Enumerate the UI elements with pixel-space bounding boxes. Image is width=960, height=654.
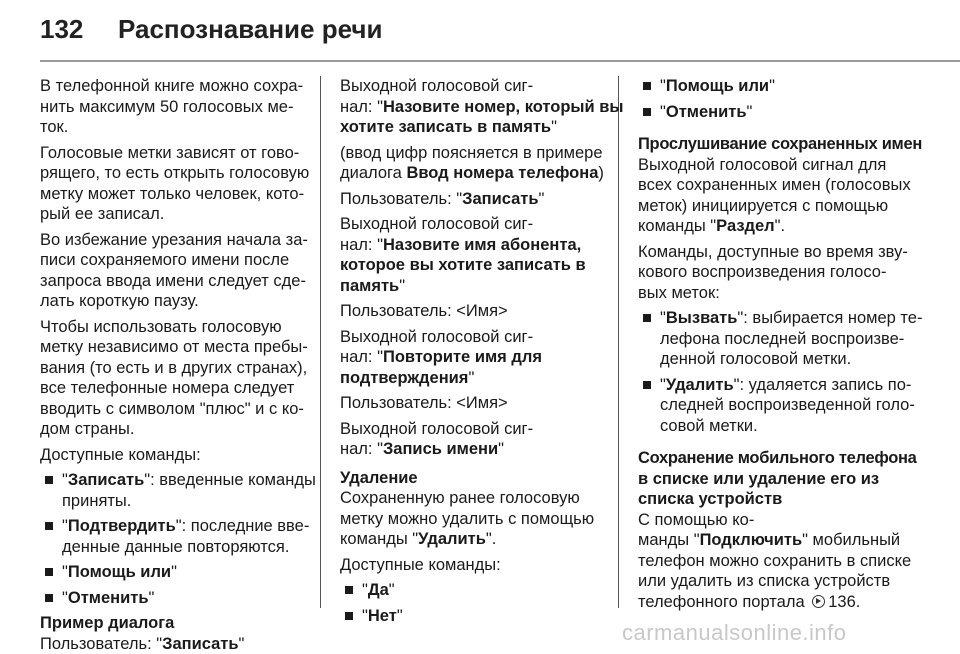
page-title: Распознавание речи: [118, 14, 383, 45]
dialog-system-3: Выходной голосовой сиг- нал: "Повторите имя для подтверждения": [340, 327, 610, 389]
bullet-icon: [643, 108, 651, 116]
paragraph-pause: Во избежание урезания начала за- писи сохраняемого имени после запроса ввода имени следует сде- лать короткую паузу.: [40, 230, 312, 312]
paragraph-save: С помощью ко- манды "Подключить" мобильный телефон можно сохранить в списке или удалить из списка устройств телефонного портала 136.: [638, 510, 923, 613]
list-item: "Да": [340, 580, 610, 601]
section-heading-save: Сохранение мобильного телефона в списке или удаление его из списка устройств: [638, 448, 923, 510]
bullet-icon: [643, 82, 651, 90]
dialog-system-1: Выходной голосовой сиг- нал: "Назовите номер, который вы хотите записать в память": [340, 76, 610, 138]
paragraph-playback: Выходной голосовой сигнал для всех сохраненных имен (голосовых меток) инициируется с помощью команды "Раздел".: [638, 155, 923, 237]
dialog-user-2: Пользователь: <Имя>: [340, 301, 610, 322]
bullet-icon: [345, 586, 353, 594]
list-item: "Вызвать": выбирается номер те- лефона последней воспроизве- денной голосовой метки.: [638, 308, 923, 370]
dialog-heading: Пример диалога: [40, 613, 312, 634]
column-1: [40, 76, 312, 654]
paragraph-speaker: Голосовые метки зависят от гово- рящего, то есть открыть голосовую метку может только человек, кото- рый ее записал.: [40, 143, 312, 225]
dialog-line: Пользователь: "Записать": [40, 634, 312, 654]
dialog-system-4: Выходной голосовой сиг- нал: "Запись имени": [340, 419, 610, 460]
list-item: "Подтвердить": последние вве- денные данные повторяются.: [40, 516, 312, 557]
page-reference-link[interactable]: 136.: [828, 593, 860, 611]
list-item: "Нет": [340, 606, 610, 627]
column-3: [638, 76, 923, 617]
list-item: "Удалить": удаляется запись по- следней воспроизведенной голо- совой метки.: [638, 375, 923, 437]
dialog-user-3: Пользователь: <Имя>: [340, 393, 610, 414]
section-heading-playback: Прослушивание сохраненных имен: [638, 134, 923, 155]
page-number: 132: [40, 14, 83, 45]
column-divider-1: [320, 76, 321, 608]
bullet-icon: [45, 594, 53, 602]
bullet-icon: [45, 568, 53, 576]
header-divider: [40, 60, 960, 62]
bullet-icon: [643, 314, 651, 322]
bullet-icon: [45, 522, 53, 530]
list-item: "Записать": введенные команды приняты.: [40, 470, 312, 511]
page-header: [0, 0, 960, 64]
bullet-icon: [643, 381, 651, 389]
commands-intro: Доступные команды:: [40, 445, 312, 466]
section-heading-delete: Удаление: [340, 468, 610, 489]
list-item: "Отменить": [40, 588, 312, 609]
list-item: "Отменить": [638, 102, 923, 123]
paragraph-delete: Сохраненную ранее голосовую метку можно удалить с помощью команды "Удалить".: [340, 488, 610, 550]
commands-intro: Доступные команды:: [340, 555, 610, 576]
list-item: "Помощь или": [638, 76, 923, 97]
column-2: [340, 76, 610, 631]
dialog-system-2: Выходной голосовой сиг- нал: "Назовите имя абонента, которое вы хотите записать в память": [340, 214, 610, 296]
list-item: "Помощь или": [40, 562, 312, 583]
page-reference-arrow-icon: [812, 595, 825, 608]
dialog-user-1: Пользователь: "Записать": [340, 189, 610, 210]
column-divider-2: [618, 76, 619, 608]
watermark: carmanualsonline.info: [622, 620, 847, 646]
dialog-note: (ввод цифр поясняется в примере диалога Ввод номера телефона): [340, 143, 610, 184]
bullet-icon: [345, 612, 353, 620]
paragraph-international: Чтобы использовать голосовую метку независимо от места пребы- вания (то есть и в других странах), все телефонные номера следует вводить с символом "плюс" и с ко- дом страны.: [40, 317, 312, 440]
paragraph-capacity: В телефонной книге можно сохра- нить максимум 50 голосовых ме- ток.: [40, 76, 312, 138]
paragraph-playback-commands: Команды, доступные во время зву- кового воспроизведения голосо- вых меток:: [638, 242, 923, 304]
bullet-icon: [45, 476, 53, 484]
